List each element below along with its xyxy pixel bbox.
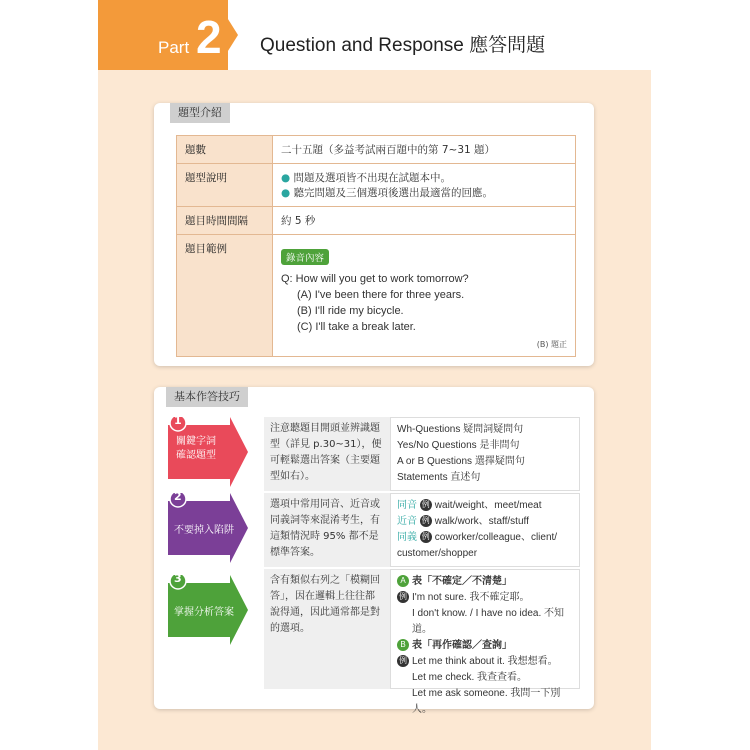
example-line: Yes/No Questions 是非問句 [397,440,520,451]
tip-examples [390,493,580,567]
example-line: Let me check. 我查查看。 [412,672,528,683]
example-icon: 例 [399,592,407,602]
tip-title-line: 掌握分析答案 [174,607,234,618]
example-line: A or B Questions 選擇疑問句 [397,456,525,467]
example-line: Let me think about it. 我想想看。 [412,656,558,667]
example-option: (C) I'll take a break later. [297,321,416,333]
example-line: wait/weight、meet/meat [434,500,542,511]
answer-credit: (B) 題正 [536,340,567,349]
example-option: (A) I've been there for three years. [297,289,465,301]
bullet-icon: ● [281,187,291,199]
example-tag: 近音 [397,516,417,527]
example-question: Q: How will you get to work tomorrow? [281,273,469,285]
example-line: Statements 直述句 [397,472,481,483]
tip-badge: 2 [174,490,182,503]
info-card [154,103,594,366]
info-table [176,135,576,357]
tips-card-label: 基本作答技巧 [166,387,248,407]
tip-description: 選項中常用同音、近音或同義詞等來混淆考生，有這類情況時 95% 都不是標準答案。 [264,493,390,567]
example-icon: 例 [421,516,430,526]
tip-examples [390,417,580,491]
row-value [273,164,576,207]
tip-description: 注意聽題目開頭並辨識題型（詳見 p.30~31），便可輕鬆選出答案（主要題型如右）。 [264,417,390,491]
info-card-label: 題型介紹 [170,103,230,123]
part-number: 2 [196,11,222,63]
table-row [177,235,576,357]
tip-title-line: 確認題型 [176,450,216,461]
recording-badge: 錄音內容 [281,249,329,265]
table-row [177,164,576,207]
row-key: 題型說明 [177,164,273,207]
page-title: Question and Response 應答問題 [260,35,546,56]
page-header [98,0,651,70]
table-row [177,136,576,164]
example-option: (B) I'll ride my bicycle. [297,305,404,317]
tip-row [168,414,580,487]
bullet-icon: ● [281,172,291,184]
example-line: I'm not sure. 我不確定耶。 [412,592,530,603]
example-icon: 例 [421,500,430,510]
tip-title-line: 不要掉入陷阱 [174,525,234,536]
example-line: Wh-Questions 疑問詞疑問句 [397,424,524,435]
example-tag: 同音 [397,500,417,511]
tip-row [168,569,580,715]
example-line: walk/work、staff/stuff [434,516,529,527]
group-title: 表「再作確認／查詢」 [412,640,512,651]
tip-description: 含有類似右列之「模糊回答」，因在邏輯上往往都說得通，因此通常都是對的選項。 [264,569,390,689]
row-key: 題目範例 [177,235,273,357]
tip-badge: 3 [174,572,182,585]
group-title: 表「不確定／不清楚」 [412,576,512,587]
example-icon: 例 [399,656,407,666]
bullet-text: 聽完問題及三個選項後選出最適當的回應。 [293,187,494,199]
part-word: Part [158,38,190,57]
example-tag: 同義 [397,532,417,543]
row-value: 約 5 秒 [273,207,576,235]
example-line: I don't know. / I have no idea. 不知道。 [412,608,564,635]
tip-examples [390,569,580,715]
example-cell [273,235,576,357]
group-b-icon: B [397,639,409,651]
tip-row [168,490,580,563]
tips-card [154,387,594,715]
tip-title-line: 關鍵字詞 [176,436,216,447]
tip-badge: 1 [174,414,182,427]
table-row [177,207,576,235]
bullet-text: 問題及選項皆不出現在試題本中。 [293,172,452,184]
example-icon: 例 [421,532,430,542]
example-line: coworker/colleague、client/ customer/shopper [397,532,558,559]
example-line: Let me ask someone. 我問一下別人。 [412,688,561,715]
row-key: 題目時間間隔 [177,207,273,235]
row-value: 二十五題（多益考試兩百題中的第 7~31 題） [273,136,576,164]
row-key: 題數 [177,136,273,164]
group-a-icon: A [397,575,409,587]
